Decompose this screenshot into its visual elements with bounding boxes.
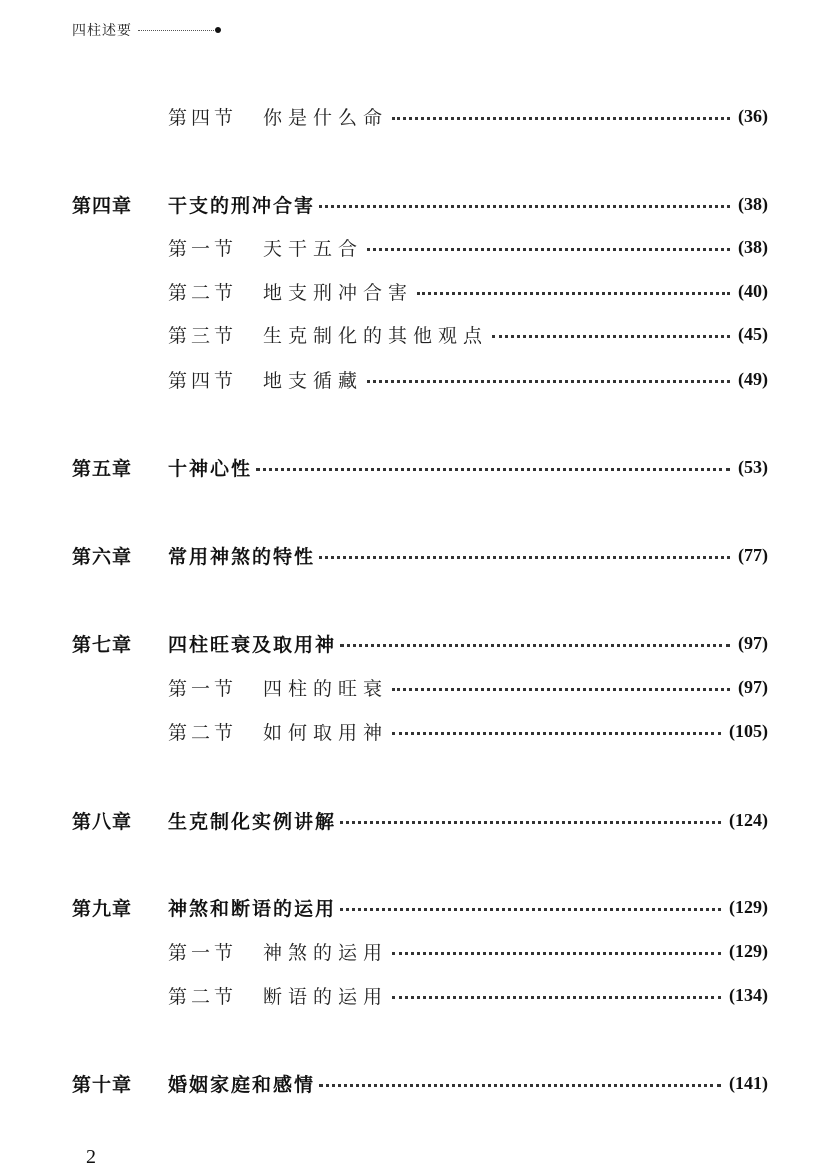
dot-leader	[319, 1084, 721, 1087]
entry-title: 如何取用神	[263, 721, 389, 744]
entry-title: 你是什么命	[263, 106, 389, 129]
entry-title: 神煞和断语的运用	[168, 897, 337, 920]
dot-leader	[367, 248, 730, 251]
dot-leader	[392, 732, 721, 735]
toc-entry	[168, 364, 768, 394]
entry-title: 十神心性	[168, 457, 253, 480]
entry-number: 第二节	[168, 985, 238, 1008]
toc-entry	[168, 319, 768, 349]
entry-page: (97)	[738, 632, 768, 653]
running-head-dot	[215, 27, 221, 33]
toc-entry	[72, 805, 768, 835]
entry-page: (49)	[738, 368, 768, 389]
entry-number: 第十章	[72, 1073, 133, 1096]
entry-number: 第七章	[72, 633, 133, 656]
entry-page: (141)	[729, 1072, 768, 1093]
toc-entry	[72, 1068, 768, 1098]
dot-leader	[319, 556, 730, 559]
dot-leader	[492, 335, 730, 338]
entry-number: 第一节	[168, 677, 238, 700]
entry-title: 四柱旺衰及取用神	[168, 633, 337, 656]
page-number: 2	[86, 1146, 96, 1168]
toc-entry	[168, 232, 768, 262]
entry-title: 天干五合	[263, 237, 364, 260]
toc-entry	[72, 452, 768, 482]
entry-title: 生克制化实例讲解	[168, 810, 337, 833]
toc-entry	[72, 540, 768, 570]
entry-number: 第五章	[72, 457, 133, 480]
entry-page: (124)	[729, 809, 768, 830]
dot-leader	[367, 380, 730, 383]
entry-title: 生克制化的其他观点	[263, 324, 489, 347]
entry-number: 第四节	[168, 106, 238, 129]
toc-entry	[168, 936, 768, 966]
entry-page: (36)	[738, 105, 768, 126]
entry-title: 断语的运用	[263, 985, 389, 1008]
dot-leader	[256, 468, 730, 471]
toc-entry	[168, 276, 768, 306]
toc-entry	[168, 980, 768, 1010]
dot-leader	[417, 292, 730, 295]
toc-entry	[168, 672, 768, 702]
entry-page: (38)	[738, 236, 768, 257]
dot-leader	[340, 644, 730, 647]
dot-leader	[392, 117, 730, 120]
dot-leader	[392, 996, 721, 999]
entry-number: 第二节	[168, 281, 238, 304]
entry-page: (105)	[729, 720, 768, 741]
toc-entry	[168, 716, 768, 746]
entry-page: (134)	[729, 984, 768, 1005]
entry-page: (38)	[738, 193, 768, 214]
entry-page: (45)	[738, 323, 768, 344]
entry-title: 地支刑冲合害	[263, 281, 414, 304]
entry-title: 地支循藏	[263, 369, 364, 392]
entry-number: 第二节	[168, 721, 238, 744]
dot-leader	[340, 908, 721, 911]
entry-page: (77)	[738, 544, 768, 565]
entry-number: 第八章	[72, 810, 133, 833]
running-head	[72, 20, 221, 40]
entry-title: 四柱的旺衰	[263, 677, 389, 700]
entry-number: 第一节	[168, 237, 238, 260]
entry-title: 常用神煞的特性	[168, 545, 316, 568]
entry-title: 干支的刑冲合害	[168, 194, 316, 217]
running-head-title: 四柱述要	[72, 23, 132, 39]
entry-page: (97)	[738, 676, 768, 697]
entry-number: 第六章	[72, 545, 133, 568]
entry-number: 第三节	[168, 324, 238, 347]
entry-page: (129)	[729, 896, 768, 917]
dot-leader	[319, 205, 730, 208]
entry-number: 第四章	[72, 194, 133, 217]
entry-number: 第一节	[168, 941, 238, 964]
dot-leader	[392, 952, 721, 955]
dot-leader	[392, 688, 730, 691]
dot-leader	[340, 821, 721, 824]
running-head-rule	[138, 30, 214, 31]
toc-entry	[168, 101, 768, 131]
toc-entry	[72, 892, 768, 922]
entry-number: 第四节	[168, 369, 238, 392]
entry-title: 神煞的运用	[263, 941, 389, 964]
entry-page: (40)	[738, 280, 768, 301]
entry-title: 婚姻家庭和感情	[168, 1073, 316, 1096]
toc-entry	[72, 189, 768, 219]
entry-page: (53)	[738, 456, 768, 477]
toc-entry	[72, 628, 768, 658]
entry-number: 第九章	[72, 897, 133, 920]
entry-page: (129)	[729, 940, 768, 961]
